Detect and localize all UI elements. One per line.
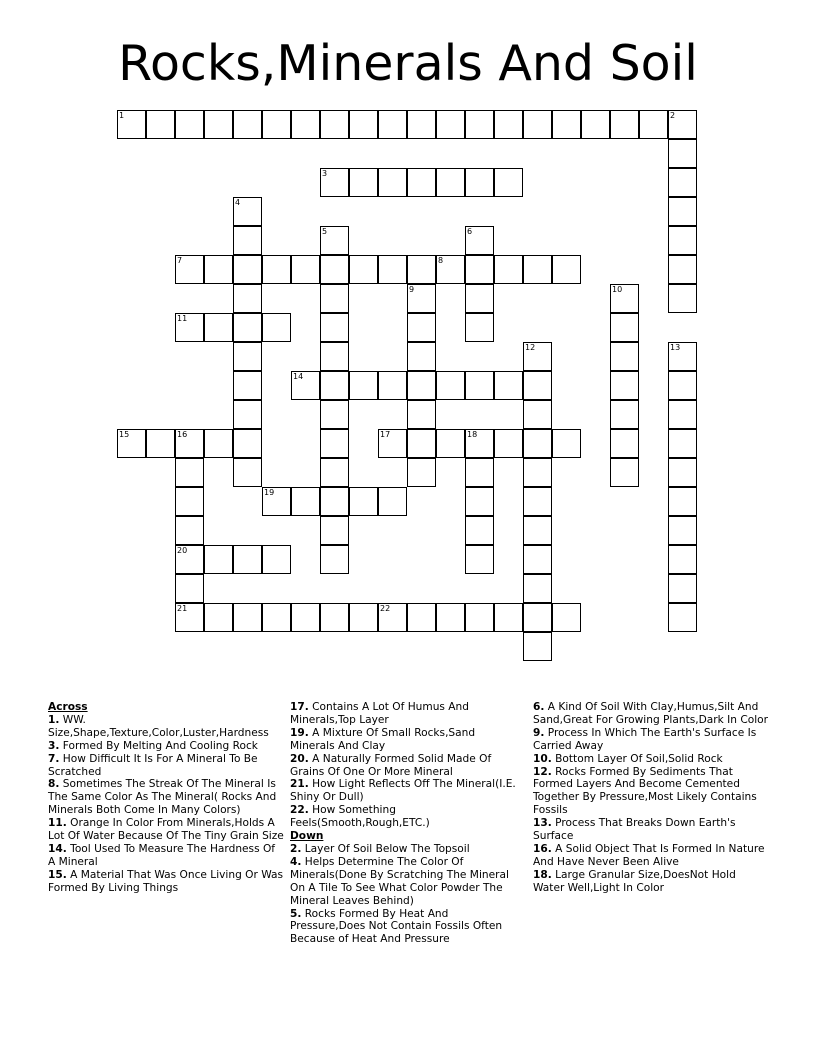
grid-cell[interactable] [465,487,494,516]
grid-cell[interactable] [407,168,436,197]
grid-cell[interactable] [378,603,407,632]
grid-cell[interactable] [523,487,552,516]
clue-down-12: 12. Rocks Formed By Sediments That Formed Layers And Become Cemented Together By Pressure,Most Likely Contains Fossils [533,765,757,817]
grid-cell[interactable] [494,255,523,284]
grid-cell[interactable] [117,110,146,139]
grid-cell[interactable] [523,110,552,139]
grid-cell[interactable] [610,284,639,313]
cell-number: 4 [235,198,241,207]
grid-cell[interactable] [320,110,349,139]
across-heading: Across [48,701,88,713]
grid-cell[interactable] [175,110,204,139]
grid-cell[interactable] [349,603,378,632]
grid-cell[interactable] [407,255,436,284]
grid-cell[interactable] [523,400,552,429]
cell-number: 20 [177,546,188,555]
grid-cell[interactable] [465,429,494,458]
grid-cell[interactable] [523,603,552,632]
grid-cell[interactable] [146,429,175,458]
grid-cell[interactable] [494,110,523,139]
cell-number: 9 [409,285,415,294]
grid-cell[interactable] [610,371,639,400]
grid-cell[interactable] [233,255,262,284]
clue-across-22: 22. How Something Feels(Smooth,Rough,ETC.) [290,804,430,830]
grid-cell[interactable] [233,110,262,139]
grid-cell[interactable] [233,458,262,487]
grid-cell[interactable] [262,545,291,574]
grid-cell[interactable] [465,284,494,313]
grid-cell[interactable] [407,400,436,429]
cell-number: 12 [525,343,536,352]
cell-number: 11 [177,314,188,323]
clue-across-17: 17. Contains A Lot Of Humus And Minerals,Top Layer [290,701,469,726]
grid-cell[interactable] [436,168,465,197]
grid-cell[interactable] [407,110,436,139]
grid-cell[interactable] [146,110,175,139]
grid-cell[interactable] [523,342,552,371]
grid-cell[interactable] [349,168,378,197]
grid-cell[interactable] [204,110,233,139]
grid-cell[interactable] [436,110,465,139]
clues-column-2 [290,701,522,946]
grid-cell[interactable] [552,110,581,139]
grid-cell[interactable] [175,545,204,574]
grid-cell[interactable] [175,603,204,632]
grid-cell[interactable] [378,255,407,284]
grid-cell[interactable] [175,429,204,458]
clue-down-6: 6. A Kind Of Soil With Clay,Humus,Silt And Sand,Great For Growing Plants,Dark In Color [533,701,768,726]
grid-cell[interactable] [436,603,465,632]
grid-cell[interactable] [407,342,436,371]
grid-cell[interactable] [291,603,320,632]
grid-cell[interactable] [668,429,697,458]
grid-cell[interactable] [523,458,552,487]
grid-cell[interactable] [552,603,581,632]
clues-column-1 [48,701,284,895]
grid-cell[interactable] [407,284,436,313]
grid-cell[interactable] [610,429,639,458]
grid-cell[interactable] [204,255,233,284]
grid-cell[interactable] [610,458,639,487]
grid-cell[interactable] [320,168,349,197]
grid-cell[interactable] [349,487,378,516]
grid-cell[interactable] [378,110,407,139]
clue-across-11: 11. Orange In Color From Minerals,Holds A Lot Of Water Because Of The Tiny Grain Size [48,817,284,843]
grid-cell[interactable] [320,516,349,545]
grid-cell[interactable] [436,255,465,284]
grid-cell[interactable] [320,371,349,400]
grid-cell[interactable] [465,110,494,139]
grid-cell[interactable] [117,429,146,458]
grid-cell[interactable] [233,342,262,371]
grid-cell[interactable] [523,574,552,603]
grid-cell[interactable] [407,371,436,400]
grid-cell[interactable] [320,342,349,371]
clue-across-21: 21. How Light Reflects Off The Mineral(I.E. Shiny Or Dull) [290,778,516,804]
grid-cell[interactable] [552,429,581,458]
grid-cell[interactable] [668,139,697,168]
grid-cell[interactable] [320,400,349,429]
clue-down-18: 18. Large Granular Size,DoesNot Hold Water Well,Light In Color [533,868,736,894]
grid-cell[interactable] [668,545,697,574]
cell-number: 16 [177,430,188,439]
grid-cell[interactable] [523,429,552,458]
grid-cell[interactable] [175,458,204,487]
grid-cell[interactable] [378,429,407,458]
grid-cell[interactable] [465,371,494,400]
grid-cell[interactable] [668,458,697,487]
grid-cell[interactable] [262,313,291,342]
grid-cell[interactable] [320,429,349,458]
cell-number: 21 [177,604,188,613]
cell-number: 14 [293,372,304,381]
clue-across-19: 19. A Mixture Of Small Rocks,Sand Minerals And Clay [290,726,476,752]
grid-cell[interactable] [175,487,204,516]
clue-down-9: 9. Process In Which The Earth's Surface Is Carried Away [533,726,757,752]
clue-across-15: 15. A Material That Was Once Living Or Was Formed By Living Things [48,868,284,894]
puzzle-title: Rocks,Minerals And Soil [118,35,698,92]
grid-cell[interactable] [494,603,523,632]
cell-number: 10 [612,285,623,294]
grid-cell[interactable] [233,197,262,226]
grid-cell[interactable] [378,487,407,516]
clues-column-3 [533,701,768,895]
grid-cell[interactable] [552,255,581,284]
grid-cell[interactable] [668,226,697,255]
cell-number: 15 [119,430,130,439]
grid-cell[interactable] [465,458,494,487]
grid-cell[interactable] [204,603,233,632]
grid-cell[interactable] [291,487,320,516]
cell-number: 1 [119,111,125,120]
down-heading: Down [290,830,324,843]
cell-number: 7 [177,256,183,265]
grid-cell[interactable] [465,226,494,255]
grid-cell[interactable] [668,168,697,197]
cell-number: 2 [670,111,676,120]
grid-cell[interactable] [494,168,523,197]
grid-cell[interactable] [233,603,262,632]
grid-cell[interactable] [378,371,407,400]
grid-cell[interactable] [407,429,436,458]
grid-cell[interactable] [610,400,639,429]
grid-cell[interactable] [262,487,291,516]
grid-cell[interactable] [668,400,697,429]
cell-number: 8 [438,256,444,265]
grid-cell[interactable] [349,110,378,139]
grid-cell[interactable] [349,255,378,284]
grid-cell[interactable] [465,255,494,284]
grid-cell[interactable] [523,516,552,545]
grid-cell[interactable] [291,110,320,139]
grid-cell[interactable] [407,458,436,487]
grid-cell[interactable] [233,313,262,342]
grid-cell[interactable] [291,371,320,400]
grid-cell[interactable] [262,603,291,632]
clue-across-14: 14. Tool Used To Measure The Hardness Of A Mineral [48,842,276,868]
grid-cell[interactable] [610,110,639,139]
cell-number: 6 [467,227,473,236]
clue-down-4: 4. Helps Determine The Color Of Minerals(Done By Scratching The Mineral On A Tile To See What Color Powder The Mineral Leaves Behind) [290,855,509,907]
grid-cell[interactable] [523,255,552,284]
grid-cell[interactable] [320,284,349,313]
grid-cell[interactable] [668,255,697,284]
clue-across-8: 8. Sometimes The Streak Of The Mineral Is The Same Color As The Mineral( Rocks And Minerals Both Come In Many Colors) [48,778,277,817]
clue-across-1: 1. WW. Size,Shape,Texture,Color,Luster,Hardness [48,713,269,739]
grid-cell[interactable] [436,429,465,458]
clue-down-5: 5. Rocks Formed By Heat And Pressure,Does Not Contain Fossils Often Because of Heat And Pressure [290,907,503,946]
grid-cell[interactable] [233,429,262,458]
grid-cell[interactable] [523,545,552,574]
grid-cell[interactable] [320,226,349,255]
grid-cell[interactable] [291,255,320,284]
grid-cell[interactable] [407,603,436,632]
grid-cell[interactable] [668,516,697,545]
cell-number: 17 [380,430,391,439]
grid-cell[interactable] [465,516,494,545]
grid-cell[interactable] [610,342,639,371]
clue-across-20: 20. A Naturally Formed Solid Made Of Grains Of One Or More Mineral [290,752,492,778]
grid-cell[interactable] [465,168,494,197]
grid-cell[interactable] [349,371,378,400]
grid-cell[interactable] [465,313,494,342]
grid-cell[interactable] [204,313,233,342]
clue-down-16: 16. A Solid Object That Is Formed In Nature And Have Never Been Alive [533,842,765,868]
grid-cell[interactable] [668,574,697,603]
grid-cell[interactable] [581,110,610,139]
grid-cell[interactable] [262,110,291,139]
grid-cell[interactable] [407,313,436,342]
grid-cell[interactable] [175,313,204,342]
grid-cell[interactable] [320,487,349,516]
grid-cell[interactable] [233,400,262,429]
clue-down-13: 13. Process That Breaks Down Earth's Surface [533,817,736,843]
grid-cell[interactable] [668,197,697,226]
grid-cell[interactable] [668,284,697,313]
grid-cell[interactable] [523,371,552,400]
grid-cell[interactable] [523,632,552,661]
grid-cell[interactable] [320,313,349,342]
grid-cell[interactable] [233,284,262,313]
cell-number: 13 [670,343,681,352]
grid-cell[interactable] [668,487,697,516]
clue-across-7: 7. How Difficult It Is For A Mineral To Be Scratched [48,752,258,778]
grid-cell[interactable] [320,603,349,632]
grid-cell[interactable] [175,574,204,603]
grid-cell[interactable] [668,371,697,400]
clue-down-10: 10. Bottom Layer Of Soil,Solid Rock [533,752,723,765]
cell-number: 5 [322,227,328,236]
grid-cell[interactable] [320,458,349,487]
grid-cell[interactable] [320,545,349,574]
clue-across-3: 3. Formed By Melting And Cooling Rock [48,739,258,752]
grid-cell[interactable] [494,371,523,400]
grid-cell[interactable] [175,516,204,545]
grid-cell[interactable] [262,255,291,284]
grid-cell[interactable] [668,342,697,371]
grid-cell[interactable] [233,371,262,400]
grid-cell[interactable] [668,110,697,139]
cell-number: 18 [467,430,478,439]
grid-cell[interactable] [175,255,204,284]
grid-cell[interactable] [436,371,465,400]
grid-cell[interactable] [465,603,494,632]
grid-cell[interactable] [639,110,668,139]
cell-number: 19 [264,488,275,497]
grid-cell[interactable] [204,429,233,458]
grid-cell[interactable] [204,545,233,574]
clue-down-2: 2. Layer Of Soil Below The Topsoil [290,842,470,855]
cell-number: 22 [380,604,391,613]
grid-cell[interactable] [668,603,697,632]
grid-cell[interactable] [465,545,494,574]
grid-cell[interactable] [233,545,262,574]
grid-cell[interactable] [233,226,262,255]
cell-number: 3 [322,169,328,178]
grid-cell[interactable] [610,313,639,342]
grid-cell[interactable] [494,429,523,458]
grid-cell[interactable] [378,168,407,197]
grid-cell[interactable] [320,255,349,284]
